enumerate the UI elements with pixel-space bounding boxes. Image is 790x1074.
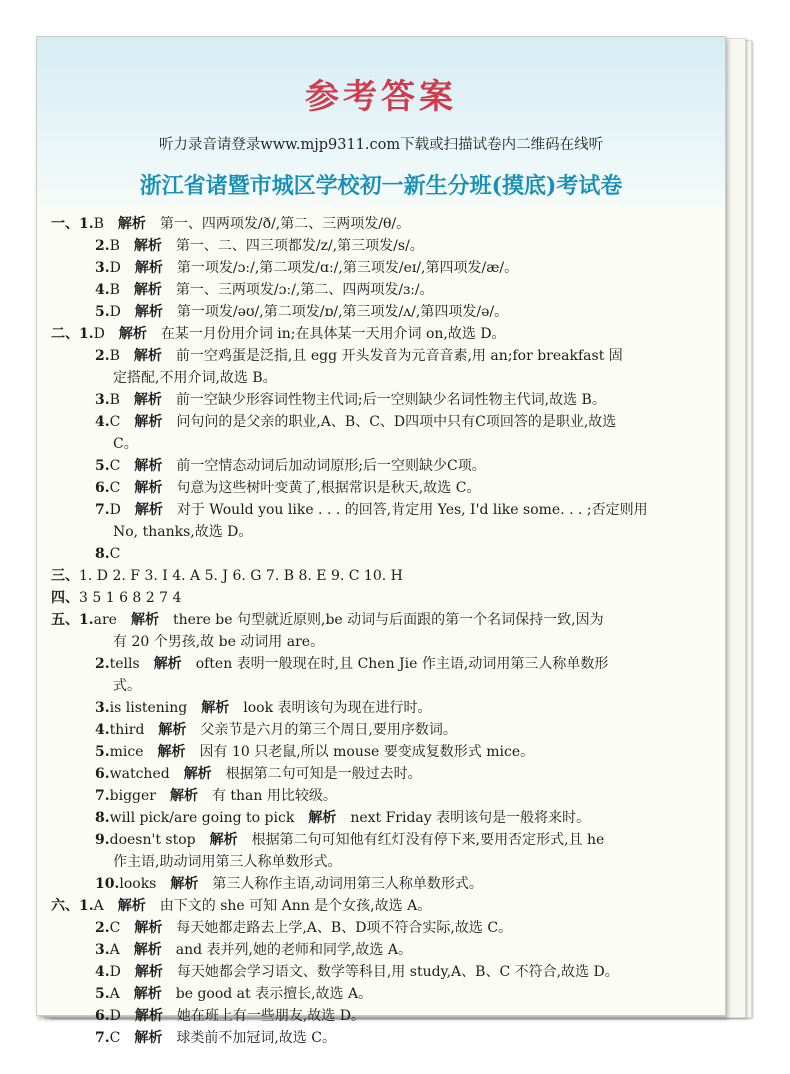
question-number: 2.: [95, 920, 110, 936]
jiexi-label: 解析: [117, 898, 146, 914]
explanation-text: 球类前不加冠词,故选 C。: [176, 1030, 336, 1046]
answer-row: [51, 983, 711, 1005]
explanation-text: 第一、四两项发/ð/,第二、三两项发/θ/。: [159, 216, 411, 232]
answer-row: [51, 565, 711, 587]
question-number: 6.: [95, 766, 110, 782]
explanation-text: 每天她都走路去上学,A、B、D项不符合实际,故选 C。: [176, 920, 513, 936]
question-number: 4.: [95, 722, 110, 738]
explanation-text: 前一空鸡蛋是泛指,且 egg 开头发音为元音音素,用 an;for breakfast 固: [175, 348, 623, 364]
answer-value: C: [109, 920, 121, 936]
question-number: 4.: [95, 964, 110, 980]
answer-value: tells: [109, 656, 140, 672]
jiexi-label: 解析: [183, 766, 212, 782]
answer-row: [51, 741, 711, 763]
explanation-text: 在某一月份用介词 in;在具体某一天用介词 on,故选 D。: [160, 326, 506, 342]
answer-row: [51, 213, 711, 235]
answer-row: [51, 1027, 711, 1049]
section-marker-1: 一、: [51, 216, 79, 232]
answer-row: [51, 543, 711, 565]
section-marker-2: 二、: [51, 326, 79, 342]
answer-sheet: [36, 36, 726, 1046]
question-number: 1.: [79, 898, 94, 914]
answer-value: are: [93, 612, 117, 628]
explanation-text: be good at 表示擅长,故选 A。: [175, 986, 373, 1002]
question-number: 2.: [95, 238, 110, 254]
question-number: 2.: [95, 656, 110, 672]
answer-value: A: [93, 898, 104, 914]
question-number: 5.: [95, 458, 110, 474]
question-number: 8.: [95, 546, 110, 562]
answer-row: [51, 1005, 711, 1027]
jiexi-label: 解析: [133, 348, 162, 364]
answer-value: mice: [109, 744, 144, 760]
answer-row: [51, 323, 711, 345]
question-number: 7.: [95, 788, 110, 804]
jiexi-label: 解析: [133, 942, 162, 958]
question-number: 5.: [95, 986, 110, 1002]
answer-row: [51, 719, 711, 741]
exam-title: 浙江省诸暨市城区学校初一新生分班(摸底)考试卷: [139, 173, 623, 199]
explanation-text: 由下文的 she 可知 Ann 是个女孩,故选 A。: [159, 898, 432, 914]
answer-row: [51, 807, 711, 829]
explanation-text: 根据第二句可知是一般过去时。: [225, 766, 422, 782]
jiexi-label: 解析: [169, 788, 198, 804]
question-number: 3.: [95, 392, 110, 408]
jiexi-label: 解析: [201, 700, 230, 716]
question-number: 4.: [95, 414, 110, 430]
question-number: 3.: [95, 942, 110, 958]
answer-value: C: [109, 480, 121, 496]
explanation-continuation: 作主语,助动词用第三人称单数形式。: [113, 854, 342, 870]
answer-row: [51, 587, 711, 609]
answer-sequence: 1. D 2. F 3. I 4. A 5. J 6. G 7. B 8. E 9. C 10. H: [79, 568, 403, 584]
explanation-text: there be 句型就近原则,be 动词与后面跟的第一个名词保持一致,因为: [172, 612, 604, 628]
question-number: 5.: [95, 304, 110, 320]
question-number: 3.: [95, 260, 110, 276]
explanation-continuation: 有 20 个男孩,故 be 动词用 are。: [113, 634, 325, 650]
explanation-continuation: C。: [113, 436, 138, 452]
explanation-text: 有 than 用比较级。: [211, 788, 337, 804]
answer-value: B: [109, 238, 120, 254]
answer-value: D: [109, 1008, 121, 1024]
explanation-text: look 表明该句为现在进行时。: [243, 700, 432, 716]
answer-row: [51, 235, 711, 257]
answer-sequence: 3 5 1 6 8 2 7 4: [79, 590, 182, 606]
jiexi-label: 解析: [134, 458, 163, 474]
question-number: 1.: [79, 216, 94, 232]
explanation-text: 因有 10 只老鼠,所以 mouse 要变成复数形式 mice。: [199, 744, 535, 760]
answer-row: [51, 939, 711, 961]
answer-value: bigger: [109, 788, 156, 804]
question-number: 6.: [95, 1008, 110, 1024]
answer-value: third: [109, 722, 145, 738]
question-number: 7.: [95, 502, 110, 518]
jiexi-label: 解析: [308, 810, 337, 826]
answer-value: C: [109, 546, 121, 562]
answer-row: [51, 455, 711, 477]
explanation-continuation: 定搭配,不用介词,故选 B。: [113, 370, 277, 386]
jiexi-label: 解析: [133, 238, 162, 254]
explanation-text: next Friday 表明该句是一般将来时。: [350, 810, 591, 826]
jiexi-label: 解析: [158, 722, 187, 738]
answer-row: [51, 785, 711, 807]
answer-value: looks: [119, 876, 157, 892]
explanation-text: 每天她都会学习语文、数学等科目,用 study,A、B、C 不符合,故选 D。: [176, 964, 619, 980]
answer-value: D: [109, 304, 121, 320]
answer-value: B: [109, 348, 120, 364]
jiexi-label: 解析: [134, 964, 163, 980]
jiexi-label: 解析: [134, 502, 163, 518]
answer-value: C: [109, 1030, 121, 1046]
answer-value: D: [93, 326, 105, 342]
answer-value: D: [109, 260, 121, 276]
jiexi-label: 解析: [134, 414, 163, 430]
jiexi-label: 解析: [133, 282, 162, 298]
explanation-text: often 表明一般现在时,且 Chen Jie 作主语,动词用第三人称单数形: [195, 656, 609, 672]
audio-download-notice: 听力录音请登录www.mjp9311.com下载或扫描试卷内二维码在线听: [158, 137, 604, 153]
jiexi-label: 解析: [117, 216, 146, 232]
answer-row: [51, 763, 711, 785]
explanation-text: 对于 Would you like . . . 的回答,肯定用 Yes, I'd like some. . . ;否定则用: [176, 502, 648, 518]
answer-value: will pick/are going to pick: [109, 810, 295, 826]
answer-row: [51, 499, 711, 521]
explanation-text: 第一项发/ɔː/,第二项发/ɑː/,第三项发/eɪ/,第四项发/æ/。: [176, 260, 519, 276]
question-number: 5.: [95, 744, 110, 760]
explanation-text: 第一、二、四三项都发/z/,第三项发/s/。: [175, 238, 424, 254]
answer-row: [51, 257, 711, 279]
explanation-text: 父亲节是六月的第三个周日,要用序数词。: [200, 722, 457, 738]
answer-row: [51, 279, 711, 301]
explanation-text: 她在班上有一些朋友,故选 D。: [176, 1008, 365, 1024]
question-number: 7.: [95, 1030, 110, 1046]
jiexi-label: 解析: [133, 392, 162, 408]
explanation-text: 根据第二句可知他有红灯没有停下来,要用否定形式,且 he: [251, 832, 605, 848]
jiexi-label: 解析: [118, 326, 147, 342]
question-number: 3.: [95, 700, 110, 716]
explanation-text: and 表并列,她的老师和同学,故选 A。: [175, 942, 412, 958]
jiexi-label: 解析: [134, 480, 163, 496]
question-number: 1.: [79, 612, 94, 628]
answer-row: [51, 389, 711, 411]
answer-value: C: [109, 414, 121, 430]
answer-value: B: [109, 282, 120, 298]
answer-value: A: [109, 942, 120, 958]
answer-row: [51, 477, 711, 499]
jiexi-label: 解析: [130, 612, 159, 628]
answer-row: [51, 697, 711, 719]
section-marker-5: 五、: [51, 612, 79, 628]
question-number: 2.: [95, 348, 110, 364]
explanation-text: 前一空情态动词后加动词原形;后一空则缺少C项。: [176, 458, 486, 474]
answer-row: [51, 917, 711, 939]
answer-value: doesn't stop: [109, 832, 196, 848]
explanation-text: 第一、三两项发/ɔː/,第二、四两项发/ɜː/。: [175, 282, 434, 298]
answer-row: [51, 411, 711, 433]
answer-list: [51, 213, 711, 1049]
explanation-text: 问句问的是父亲的职业,A、B、C、D四项中只有C项回答的是职业,故选: [176, 414, 617, 430]
explanation-text: 句意为这些树叶变黄了,根据常识是秋天,故选 C。: [176, 480, 481, 496]
answer-row: [51, 345, 711, 367]
explanation-text: 第三人称作主语,动词用第三人称单数形式。: [212, 876, 483, 892]
jiexi-label: 解析: [134, 920, 163, 936]
explanation-continuation: No, thanks,故选 D。: [113, 524, 253, 540]
jiexi-label: 解析: [133, 986, 162, 1002]
answer-row: [51, 873, 711, 895]
answer-value: D: [109, 964, 121, 980]
jiexi-label: 解析: [157, 744, 186, 760]
answer-value: D: [109, 502, 121, 518]
question-number: 9.: [95, 832, 110, 848]
question-number: 10.: [95, 876, 120, 892]
question-number: 8.: [95, 810, 110, 826]
explanation-text: 第一项发/əʊ/,第二项发/ɒ/,第三项发/ʌ/,第四项发/ə/。: [176, 304, 509, 320]
jiexi-label: 解析: [134, 1008, 163, 1024]
jiexi-label: 解析: [170, 876, 199, 892]
answer-row: [51, 609, 711, 631]
section-marker-3: 三、: [51, 568, 79, 584]
page-title: 参考答案: [305, 77, 457, 117]
answer-value: B: [93, 216, 104, 232]
answer-row: [51, 653, 711, 675]
answer-value: B: [109, 392, 120, 408]
answer-row: [51, 301, 711, 323]
section-marker-4: 四、: [51, 590, 79, 606]
answer-value: A: [109, 986, 120, 1002]
jiexi-label: 解析: [134, 304, 163, 320]
explanation-continuation: 式。: [113, 678, 141, 694]
jiexi-label: 解析: [153, 656, 182, 672]
question-number: 1.: [79, 326, 94, 342]
answer-value: watched: [109, 766, 170, 782]
answer-value: is listening: [109, 700, 188, 716]
question-number: 4.: [95, 282, 110, 298]
answer-row: [51, 829, 711, 851]
jiexi-label: 解析: [134, 1030, 163, 1046]
jiexi-label: 解析: [209, 832, 238, 848]
jiexi-label: 解析: [134, 260, 163, 276]
answer-row: [51, 895, 711, 917]
section-marker-6: 六、: [51, 898, 79, 914]
question-number: 6.: [95, 480, 110, 496]
answer-row: [51, 961, 711, 983]
answer-value: C: [109, 458, 121, 474]
explanation-text: 前一空缺少形容词性物主代词;后一空则缺少名词性物主代词,故选 B。: [175, 392, 606, 408]
